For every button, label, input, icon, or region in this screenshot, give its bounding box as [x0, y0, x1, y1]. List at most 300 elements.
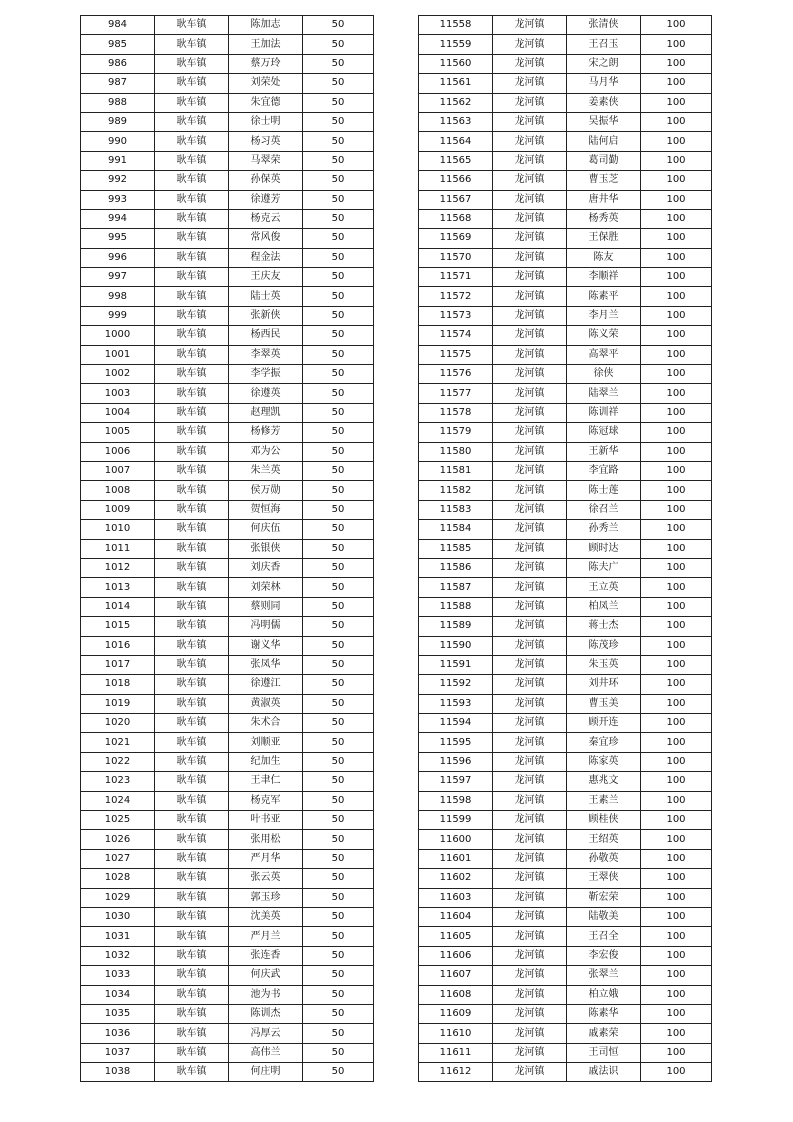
cell-name: 张凤华: [229, 655, 303, 674]
cell-town: 耿车镇: [155, 132, 229, 151]
cell-town: 龙河镇: [493, 365, 567, 384]
cell-town: 耿车镇: [155, 655, 229, 674]
cell-name: 徐召兰: [567, 500, 641, 519]
cell-name: 沈美英: [229, 907, 303, 926]
cell-amount: 50: [303, 617, 374, 636]
cell-serial-number: 993: [81, 190, 155, 209]
cell-name: 郭玉珍: [229, 888, 303, 907]
cell-serial-number: 11602: [419, 869, 493, 888]
cell-serial-number: 11582: [419, 481, 493, 500]
cell-name: 李宏俊: [567, 946, 641, 965]
cell-name: 陈冠球: [567, 423, 641, 442]
table-row: [419, 35, 712, 54]
cell-name: 刘荣林: [229, 578, 303, 597]
cell-serial-number: 11562: [419, 93, 493, 112]
cell-name: 王召全: [567, 927, 641, 946]
cell-serial-number: 1021: [81, 733, 155, 752]
cell-town: 龙河镇: [493, 927, 567, 946]
cell-name: 蒋士杰: [567, 617, 641, 636]
cell-town: 耿车镇: [155, 229, 229, 248]
cell-town: 耿车镇: [155, 869, 229, 888]
cell-town: 耿车镇: [155, 481, 229, 500]
cell-town: 耿车镇: [155, 442, 229, 461]
table-row: [419, 927, 712, 946]
cell-amount: 50: [303, 209, 374, 228]
cell-town: 龙河镇: [493, 35, 567, 54]
cell-serial-number: 985: [81, 35, 155, 54]
cell-serial-number: 998: [81, 287, 155, 306]
cell-name: 陈加志: [229, 16, 303, 35]
cell-amount: 50: [303, 306, 374, 325]
table-row: [81, 946, 374, 965]
cell-town: 耿车镇: [155, 539, 229, 558]
cell-serial-number: 11578: [419, 403, 493, 422]
cell-name: 宋之朗: [567, 54, 641, 73]
cell-town: 龙河镇: [493, 345, 567, 364]
cell-name: 马翠荣: [229, 151, 303, 170]
cell-serial-number: 11600: [419, 830, 493, 849]
cell-amount: 100: [641, 190, 712, 209]
cell-name: 陈家英: [567, 752, 641, 771]
cell-amount: 50: [303, 384, 374, 403]
cell-amount: 50: [303, 966, 374, 985]
table-row: [81, 1063, 374, 1082]
cell-amount: 100: [641, 403, 712, 422]
cell-town: 龙河镇: [493, 811, 567, 830]
table-row: [419, 326, 712, 345]
table-row: [419, 112, 712, 131]
cell-name: 李学振: [229, 365, 303, 384]
cell-amount: 50: [303, 791, 374, 810]
cell-town: 耿车镇: [155, 268, 229, 287]
table-row: [81, 578, 374, 597]
cell-town: 龙河镇: [493, 326, 567, 345]
table-row: [81, 1024, 374, 1043]
cell-town: 龙河镇: [493, 617, 567, 636]
cell-amount: 50: [303, 112, 374, 131]
cell-amount: 50: [303, 151, 374, 170]
cell-amount: 50: [303, 733, 374, 752]
table-row: [81, 112, 374, 131]
cell-town: 龙河镇: [493, 752, 567, 771]
cell-town: 龙河镇: [493, 423, 567, 442]
cell-name: 戚法识: [567, 1063, 641, 1082]
table-row: [419, 461, 712, 480]
cell-name: 徐遵英: [229, 384, 303, 403]
cell-town: 龙河镇: [493, 849, 567, 868]
cell-serial-number: 1027: [81, 849, 155, 868]
cell-serial-number: 999: [81, 306, 155, 325]
cell-name: 曹玉美: [567, 694, 641, 713]
cell-amount: 50: [303, 869, 374, 888]
cell-town: 耿车镇: [155, 714, 229, 733]
cell-town: 耿车镇: [155, 558, 229, 577]
cell-amount: 100: [641, 54, 712, 73]
cell-name: 张云英: [229, 869, 303, 888]
cell-amount: 50: [303, 714, 374, 733]
table-row: [419, 811, 712, 830]
cell-name: 程金法: [229, 248, 303, 267]
cell-name: 顾时达: [567, 539, 641, 558]
cell-name: 陈士莲: [567, 481, 641, 500]
cell-serial-number: 1037: [81, 1043, 155, 1062]
cell-name: 朱兰英: [229, 461, 303, 480]
table-row: [419, 985, 712, 1004]
cell-amount: 50: [303, 985, 374, 1004]
cell-name: 杨习英: [229, 132, 303, 151]
cell-town: 耿车镇: [155, 209, 229, 228]
cell-serial-number: 1001: [81, 345, 155, 364]
cell-amount: 50: [303, 403, 374, 422]
cell-amount: 50: [303, 500, 374, 519]
cell-serial-number: 1002: [81, 365, 155, 384]
cell-amount: 100: [641, 597, 712, 616]
table-row: [81, 132, 374, 151]
cell-name: 陆翠兰: [567, 384, 641, 403]
cell-serial-number: 11593: [419, 694, 493, 713]
cell-amount: 50: [303, 365, 374, 384]
cell-amount: 100: [641, 268, 712, 287]
cell-town: 龙河镇: [493, 442, 567, 461]
cell-name: 刘顺亚: [229, 733, 303, 752]
table-row: [419, 423, 712, 442]
cell-amount: 100: [641, 93, 712, 112]
cell-amount: 100: [641, 306, 712, 325]
cell-amount: 100: [641, 849, 712, 868]
cell-amount: 100: [641, 539, 712, 558]
cell-serial-number: 11577: [419, 384, 493, 403]
cell-amount: 100: [641, 1063, 712, 1082]
cell-amount: 100: [641, 1043, 712, 1062]
cell-name: 唐井华: [567, 190, 641, 209]
cell-amount: 100: [641, 442, 712, 461]
cell-serial-number: 11567: [419, 190, 493, 209]
cell-amount: 50: [303, 461, 374, 480]
cell-amount: 50: [303, 423, 374, 442]
cell-amount: 50: [303, 345, 374, 364]
cell-name: 王聿仁: [229, 772, 303, 791]
table-row: [419, 1043, 712, 1062]
cell-town: 耿车镇: [155, 985, 229, 1004]
cell-name: 邓为公: [229, 442, 303, 461]
cell-serial-number: 11583: [419, 500, 493, 519]
cell-town: 龙河镇: [493, 481, 567, 500]
cell-town: 龙河镇: [493, 907, 567, 926]
cell-amount: 100: [641, 74, 712, 93]
cell-town: 龙河镇: [493, 93, 567, 112]
table-row: [81, 985, 374, 1004]
cell-town: 耿车镇: [155, 636, 229, 655]
cell-amount: 100: [641, 326, 712, 345]
cell-serial-number: 990: [81, 132, 155, 151]
cell-serial-number: 11595: [419, 733, 493, 752]
cell-amount: 50: [303, 597, 374, 616]
cell-amount: 50: [303, 481, 374, 500]
cell-town: 龙河镇: [493, 403, 567, 422]
cell-amount: 50: [303, 1063, 374, 1082]
cell-name: 朱术合: [229, 714, 303, 733]
cell-name: 王绍英: [567, 830, 641, 849]
table-row: [81, 907, 374, 926]
cell-serial-number: 11590: [419, 636, 493, 655]
cell-amount: 50: [303, 229, 374, 248]
cell-town: 耿车镇: [155, 248, 229, 267]
cell-town: 龙河镇: [493, 209, 567, 228]
cell-serial-number: 11573: [419, 306, 493, 325]
cell-town: 龙河镇: [493, 112, 567, 131]
cell-amount: 100: [641, 772, 712, 791]
cell-serial-number: 11571: [419, 268, 493, 287]
cell-amount: 50: [303, 248, 374, 267]
table-row: [81, 636, 374, 655]
table-row: [419, 500, 712, 519]
table-row: [419, 772, 712, 791]
cell-name: 徐遵芳: [229, 190, 303, 209]
cell-amount: 100: [641, 811, 712, 830]
cell-name: 王素兰: [567, 791, 641, 810]
cell-town: 耿车镇: [155, 946, 229, 965]
table-row: [81, 190, 374, 209]
cell-town: 龙河镇: [493, 287, 567, 306]
table-row: [419, 791, 712, 810]
cell-name: 李月兰: [567, 306, 641, 325]
cell-amount: 50: [303, 268, 374, 287]
cell-amount: 100: [641, 946, 712, 965]
cell-town: 龙河镇: [493, 946, 567, 965]
cell-serial-number: 1019: [81, 694, 155, 713]
cell-town: 龙河镇: [493, 830, 567, 849]
cell-amount: 100: [641, 287, 712, 306]
cell-serial-number: 1014: [81, 597, 155, 616]
table-row: [81, 287, 374, 306]
cell-name: 徐遵江: [229, 675, 303, 694]
table-row: [81, 830, 374, 849]
cell-name: 张连香: [229, 946, 303, 965]
table-row: [81, 365, 374, 384]
cell-town: 耿车镇: [155, 733, 229, 752]
cell-town: 耿车镇: [155, 151, 229, 170]
table-row: [81, 927, 374, 946]
cell-town: 耿车镇: [155, 112, 229, 131]
cell-name: 杨西民: [229, 326, 303, 345]
table-row: [81, 35, 374, 54]
cell-town: 龙河镇: [493, 500, 567, 519]
cell-name: 何庆武: [229, 966, 303, 985]
table-row: [81, 306, 374, 325]
cell-serial-number: 994: [81, 209, 155, 228]
cell-town: 龙河镇: [493, 1043, 567, 1062]
cell-amount: 50: [303, 1043, 374, 1062]
cell-serial-number: 11603: [419, 888, 493, 907]
cell-name: 孙秀兰: [567, 520, 641, 539]
cell-serial-number: 11569: [419, 229, 493, 248]
cell-town: 龙河镇: [493, 888, 567, 907]
cell-name: 常风俊: [229, 229, 303, 248]
table-row: [419, 675, 712, 694]
cell-amount: 50: [303, 520, 374, 539]
cell-town: 龙河镇: [493, 714, 567, 733]
table-row: [419, 539, 712, 558]
cell-amount: 50: [303, 442, 374, 461]
cell-serial-number: 11565: [419, 151, 493, 170]
table-row: [419, 636, 712, 655]
table-row: [81, 248, 374, 267]
cell-serial-number: 1029: [81, 888, 155, 907]
cell-serial-number: 11604: [419, 907, 493, 926]
cell-amount: 50: [303, 927, 374, 946]
table-row: [419, 907, 712, 926]
cell-town: 耿车镇: [155, 54, 229, 73]
cell-town: 耿车镇: [155, 74, 229, 93]
cell-town: 龙河镇: [493, 248, 567, 267]
cell-name: 王保胜: [567, 229, 641, 248]
right-table-body: [419, 16, 712, 1082]
cell-amount: 100: [641, 714, 712, 733]
table-row: [81, 481, 374, 500]
cell-serial-number: 11594: [419, 714, 493, 733]
cell-name: 陆敬美: [567, 907, 641, 926]
cell-serial-number: 987: [81, 74, 155, 93]
cell-town: 龙河镇: [493, 520, 567, 539]
cell-amount: 100: [641, 112, 712, 131]
table-row: [419, 830, 712, 849]
cell-town: 龙河镇: [493, 597, 567, 616]
table-row: [81, 888, 374, 907]
cell-serial-number: 11608: [419, 985, 493, 1004]
cell-town: 耿车镇: [155, 500, 229, 519]
cell-town: 耿车镇: [155, 694, 229, 713]
cell-town: 耿车镇: [155, 365, 229, 384]
cell-amount: 50: [303, 54, 374, 73]
table-row: [81, 966, 374, 985]
cell-amount: 50: [303, 16, 374, 35]
cell-town: 耿车镇: [155, 966, 229, 985]
cell-name: 朱玉英: [567, 655, 641, 674]
cell-town: 龙河镇: [493, 694, 567, 713]
cell-serial-number: 11581: [419, 461, 493, 480]
cell-amount: 50: [303, 946, 374, 965]
cell-town: 耿车镇: [155, 423, 229, 442]
cell-serial-number: 1005: [81, 423, 155, 442]
cell-serial-number: 1030: [81, 907, 155, 926]
cell-town: 耿车镇: [155, 617, 229, 636]
cell-town: 耿车镇: [155, 1024, 229, 1043]
cell-name: 吴振华: [567, 112, 641, 131]
table-row: [419, 578, 712, 597]
cell-serial-number: 11591: [419, 655, 493, 674]
table-row: [81, 229, 374, 248]
cell-serial-number: 1011: [81, 539, 155, 558]
cell-serial-number: 11570: [419, 248, 493, 267]
cell-name: 贺恒海: [229, 500, 303, 519]
cell-name: 孙敬英: [567, 849, 641, 868]
cell-name: 严月华: [229, 849, 303, 868]
cell-town: 龙河镇: [493, 1024, 567, 1043]
cell-amount: 100: [641, 461, 712, 480]
cell-serial-number: 1018: [81, 675, 155, 694]
cell-serial-number: 11610: [419, 1024, 493, 1043]
cell-amount: 50: [303, 287, 374, 306]
cell-amount: 100: [641, 830, 712, 849]
cell-serial-number: 11587: [419, 578, 493, 597]
table-row: [81, 1004, 374, 1023]
table-row: [81, 1043, 374, 1062]
cell-town: 耿车镇: [155, 190, 229, 209]
cell-name: 戚素荣: [567, 1024, 641, 1043]
cell-serial-number: 1013: [81, 578, 155, 597]
cell-amount: 100: [641, 578, 712, 597]
cell-name: 冯明儒: [229, 617, 303, 636]
cell-amount: 100: [641, 345, 712, 364]
table-row: [81, 384, 374, 403]
table-row: [81, 869, 374, 888]
cell-name: 蔡万玲: [229, 54, 303, 73]
cell-town: 耿车镇: [155, 578, 229, 597]
cell-amount: 50: [303, 171, 374, 190]
table-row: [81, 811, 374, 830]
cell-serial-number: 1000: [81, 326, 155, 345]
cell-name: 张翠兰: [567, 966, 641, 985]
cell-amount: 100: [641, 132, 712, 151]
cell-serial-number: 1032: [81, 946, 155, 965]
cell-amount: 100: [641, 248, 712, 267]
cell-amount: 100: [641, 423, 712, 442]
cell-serial-number: 11585: [419, 539, 493, 558]
cell-serial-number: 1010: [81, 520, 155, 539]
table-row: [419, 384, 712, 403]
cell-name: 纪加生: [229, 752, 303, 771]
cell-town: 龙河镇: [493, 190, 567, 209]
cell-name: 池为书: [229, 985, 303, 1004]
cell-name: 秦宜珍: [567, 733, 641, 752]
cell-name: 曹玉芝: [567, 171, 641, 190]
table-row: [81, 403, 374, 422]
cell-town: 龙河镇: [493, 675, 567, 694]
table-row: [419, 655, 712, 674]
cell-name: 陆何启: [567, 132, 641, 151]
table-row: [419, 365, 712, 384]
table-row: [419, 733, 712, 752]
cell-name: 徐侠: [567, 365, 641, 384]
cell-amount: 100: [641, 35, 712, 54]
cell-name: 张用松: [229, 830, 303, 849]
cell-name: 惠兆文: [567, 772, 641, 791]
table-row: [81, 539, 374, 558]
cell-town: 龙河镇: [493, 578, 567, 597]
cell-town: 耿车镇: [155, 830, 229, 849]
right-table: [418, 15, 712, 1082]
table-row: [419, 287, 712, 306]
table-row: [419, 1004, 712, 1023]
cell-name: 李翠英: [229, 345, 303, 364]
cell-amount: 50: [303, 694, 374, 713]
cell-name: 杨克军: [229, 791, 303, 810]
cell-name: 徐士明: [229, 112, 303, 131]
left-table: [80, 15, 374, 1082]
cell-town: 龙河镇: [493, 268, 567, 287]
cell-serial-number: 986: [81, 54, 155, 73]
cell-name: 高翠平: [567, 345, 641, 364]
cell-serial-number: 997: [81, 268, 155, 287]
cell-name: 陈训杰: [229, 1004, 303, 1023]
cell-serial-number: 1028: [81, 869, 155, 888]
cell-town: 耿车镇: [155, 811, 229, 830]
cell-name: 顾开连: [567, 714, 641, 733]
table-row: [81, 461, 374, 480]
table-row: [81, 345, 374, 364]
cell-serial-number: 11575: [419, 345, 493, 364]
cell-amount: 50: [303, 190, 374, 209]
